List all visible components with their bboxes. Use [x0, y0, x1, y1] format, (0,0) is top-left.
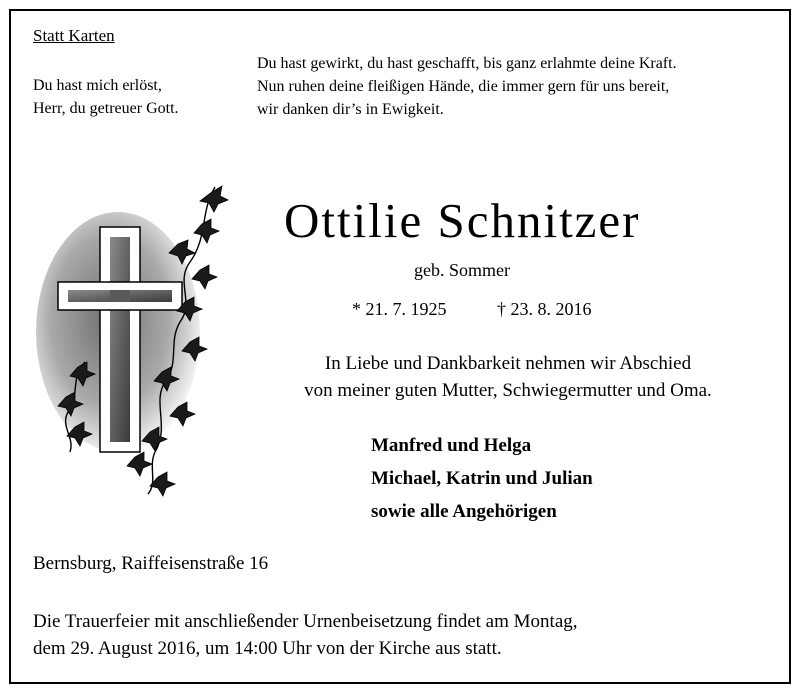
verse-right-line: Nun ruhen deine fleißigen Hände, die immer gern für uns bereit, — [257, 78, 670, 95]
verse-left — [33, 74, 179, 120]
verse-right — [257, 52, 677, 121]
address: Bernsburg, Raiffeisenstraße 16 — [33, 553, 269, 574]
mourner-line: Michael, Katrin und Julian — [371, 468, 593, 489]
cross-with-ivy-icon — [30, 182, 235, 502]
verse-left-line: Du hast mich erlöst, — [33, 77, 162, 94]
verse-left-line: Herr, du getreuer Gott. — [33, 100, 179, 117]
verse-right-line: Du hast gewirkt, du hast geschafft, bis ganz erlahmte deine Kraft. — [257, 55, 677, 72]
maiden-name: geb. Sommer — [414, 260, 510, 280]
mourners-list — [371, 429, 593, 528]
mourner-line: Manfred und Helga — [371, 435, 532, 456]
farewell-line: von meiner guten Mutter, Schwiegermutter und Oma. — [304, 380, 712, 401]
statt-karten-heading: Statt Karten — [33, 26, 115, 45]
farewell-message — [268, 350, 748, 404]
service-notice-line: Die Trauerfeier mit anschließender Urnenbeisetzung findet am Montag, — [33, 611, 578, 632]
service-notice-line: dem 29. August 2016, um 14:00 Uhr von der Kirche aus statt. — [33, 638, 502, 659]
deceased-name: Ottilie Schnitzer — [284, 193, 641, 248]
birth-date: * 21. 7. 1925 — [352, 299, 447, 319]
verse-right-line: wir danken dir’s in Ewigkeit. — [257, 101, 444, 118]
mourner-line: sowie alle Angehörigen — [371, 501, 557, 522]
service-notice — [33, 608, 578, 662]
farewell-line: In Liebe und Dankbarkeit nehmen wir Abschied — [324, 353, 692, 374]
death-date: † 23. 8. 2016 — [497, 299, 592, 319]
